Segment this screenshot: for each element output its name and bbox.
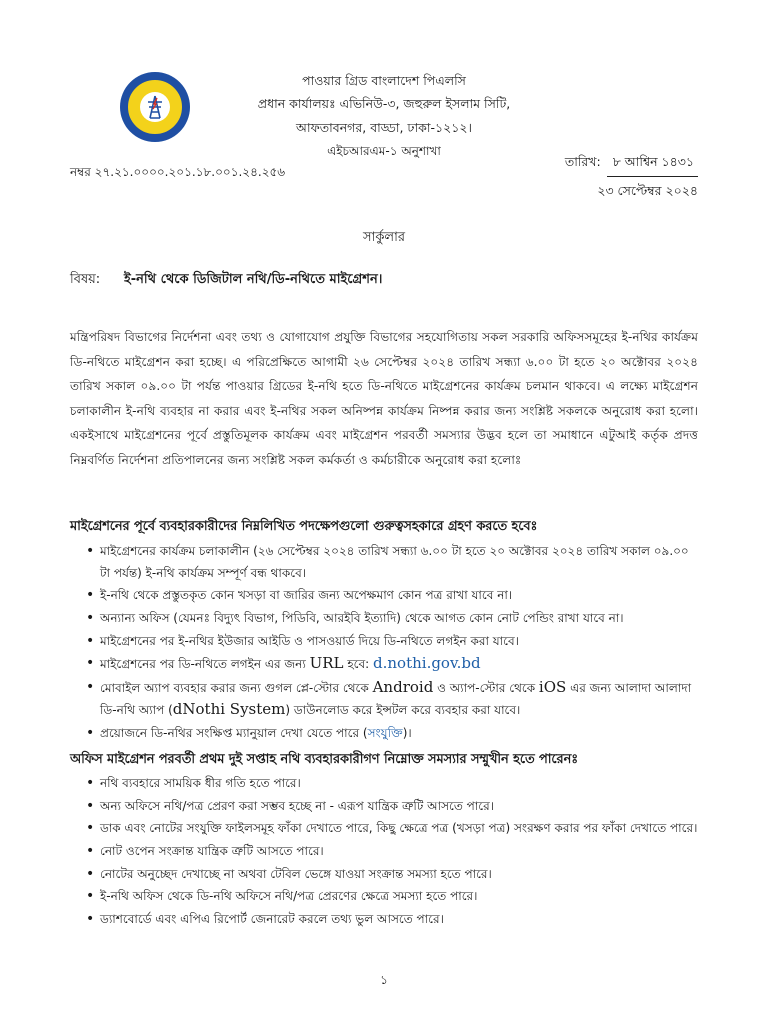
section-1-heading: মাইগ্রেশনের পূর্বে ব্যবহারকারীদের নিম্নলিখিত পদক্ষেপগুলো গুরুত্বসহকারে গ্রহণ করতে হবেঃ	[70, 519, 538, 534]
list-item: • ডাক এবং নোটের সংযুক্তি ফাইলসমূহ ফাঁকা দেখাতে পারে, কিছু ক্ষেত্রে পত্র (খসড়া পত্র) সংরক্ষণ করার পর ফাঁকা দেখাতে পারে।	[70, 818, 698, 840]
subject-label: বিষয়:	[70, 272, 101, 287]
subject-row	[70, 270, 382, 291]
list-item: • অন্যান্য অফিস (যেমনঃ বিদ্যুৎ বিভাগ, পিডিবি, আরইবি ইত্যাদি) থেকে আগত কোন নোট পেন্ডিং রাখা যাবে না।	[70, 608, 698, 630]
list-item: • নোটের অনুচ্ছেদ দেখাচ্ছে না অথবা টেবিল ভেঙ্গে যাওয়া সংক্রান্ত সমস্যা হতে পারে।	[70, 864, 698, 886]
app-item-text-2: ও অ্যাপ-স্টোর থেকে	[433, 680, 539, 695]
ios-label: iOS	[538, 677, 567, 696]
org-name: পাওয়ার গ্রিড বাংলাদেশ পিএলসি	[302, 73, 466, 88]
date-bangla: ৮ আশ্বিন ১৪৩১	[607, 154, 698, 177]
section-2-heading: অফিস মাইগ্রেশন পরবর্তী প্রথম দুই সপ্তাহ নথি ব্যবহারকারীগণ নিম্নোক্ত সমস্যার সম্মুখীন হতে পারেনঃ	[70, 752, 579, 767]
section-1-list	[70, 541, 698, 746]
list-item-manual	[70, 723, 698, 745]
address-line-1: প্রধান কার্যালয়ঃ এভিনিউ-৩, জহুরুল ইসলাম সিটি,	[257, 96, 511, 111]
manual-item-prefix: প্রয়োজনে ডি-নথির সংক্ষিপ্ত ম্যানুয়াল দেখা যেতে পারে (	[100, 726, 368, 741]
date-label: তারিখ:	[564, 154, 601, 169]
list-item: • মাইগ্রেশনের পর ই-নথির ইউজার আইডি ও পাসওয়ার্ড দিয়ে ডি-নথিতে লগইন করা যাবে।	[70, 631, 698, 653]
app-name: dNothi System	[172, 700, 286, 719]
app-item-text-3: এর জন্য আলাদা আলাদা ডি-নথি অ্যাপ (	[100, 680, 692, 718]
list-item-app	[70, 677, 698, 722]
date-bangla-row	[565, 154, 698, 177]
app-item-text-1: মোবাইল অ্যাপ ব্যবহার করার জন্য গুগল প্লে-স্টোর থেকে	[100, 680, 373, 695]
manual-item-suffix: )।	[402, 726, 412, 741]
page-number: ১	[380, 973, 388, 987]
address-line-2: আফতাবনগর, বাড্ডা, ঢাকা-১২১২।	[296, 120, 472, 135]
android-label: Android	[372, 677, 434, 696]
list-item: • ড্যাশবোর্ডে এবং এপিএ রিপোর্ট জেনারেট করলে তথ্য ভুল আসতে পারে।	[70, 909, 698, 931]
list-item: • নোট ওপেন সংক্রান্ত যান্ত্রিক ত্রুটি আসতে পারে।	[70, 841, 698, 863]
url-item-prefix: মাইগ্রেশনের পর ডি-নথিতে লগইন এর জন্য	[100, 657, 310, 672]
list-item-url	[70, 653, 698, 676]
memo-number: নম্বর ২৭.২১.০০০০.২০১.১৮.০০১.২৪.২৫৬	[70, 165, 286, 179]
section-2-list	[70, 773, 698, 932]
app-item-text-4: ) ডাউনলোড করে ইন্সটল করে ব্যবহার করা যাবে।	[285, 703, 521, 718]
list-item: • ই-নথি থেকে প্রস্তুতকৃত কোন খসড়া বা জারির জন্য অপেক্ষমাণ কোন পত্র রাখা যাবে না।	[70, 585, 698, 607]
date-english: ২৩ সেপ্টেম্বর ২০২৪	[597, 183, 698, 198]
dnothi-url-link[interactable]: d.nothi.gov.bd	[373, 654, 481, 673]
subject-text: ই-নথি থেকে ডিজিটাল নথি/ডি-নথিতে মাইগ্রেশন।	[124, 272, 383, 287]
department-name: এইচআরএম-১ অনুশাখা	[327, 144, 441, 158]
list-item: • ই-নথি অফিস থেকে ডি-নথি অফিসে নথি/পত্র প্রেরণের ক্ষেত্রে সমস্যা হতে পারে।	[70, 886, 698, 908]
intro-paragraph: মন্ত্রিপরিষদ বিভাগের নির্দেশনা এবং তথ্য ও যোগাযোগ প্রযুক্তি বিভাগের সহযোগিতায় সকল সরকারি অফিসসমূহের ই-নথির কার্যক্রম ডি-নথিতে মাইগ্রেশন করা হচ্ছে। এ পরিপ্রেক্ষিতে আগামী ২৬ সেপ্টেম্বর ২০২৪ তারিখ সন্ধ্যা ৬.০০ টা হতে ২০ অক্টোবর ২০২৪ তারিখ সকাল ০৯.০০ টা পর্যন্ত পাওয়ার গ্রিডের ই-নথি হতে ডি-নথিতে মাইগ্রেশনের কার্যক্রম চলমান থাকবে। এ লক্ষ্যে মাইগ্রেশন চলাকালীন ই-নথি ব্যবহার না করার এবং ই-নথির সকল অনিষ্পন্ন কার্যক্রম নিষ্পন্ন করার জন্য সংশ্লিষ্ট সকলকে অনুরোধ করা হলো। একইসাথে মাইগ্রেশনের পূর্বে প্রস্তুতিমূলক কার্যক্রম এবং মাইগ্রেশন পরবর্তী সমস্যার উদ্ভব হলে তা সমাধানে এটুআই কর্তৃক প্রদত্ত নিম্নবর্ণিত নির্দেশনা প্রতিপালনের জন্য সংশ্লিষ্ট সকল কর্মকর্তা ও কর্মচারীকে অনুরোধ করা হলোঃ	[70, 330, 699, 467]
attachment-link[interactable]: সংযুক্তি	[367, 726, 403, 741]
document-title: সার্কুলার	[362, 230, 406, 245]
url-item-mid: হবে:	[343, 657, 374, 672]
list-item: • নথি ব্যবহারে সাময়িক ধীর গতি হতে পারে।	[70, 773, 698, 795]
list-item: • মাইগ্রেশনের কার্যক্রম চলাকালীন (২৬ সেপ্টেম্বর ২০২৪ তারিখ সন্ধ্যা ৬.০০ টা হতে ২০ অক্টোবর ২০২৪ তারিখ সকাল ০৯.০০ টা পর্যন্ত) ই-নথি কার্যক্রম সম্পূর্ণ বন্ধ থাকবে।	[70, 541, 698, 584]
list-item: • অন্য অফিসে নথি/পত্র প্রেরণ করা সম্ভব হচ্ছে না - এরূপ যান্ত্রিক ত্রুটি আসতে পারে।	[70, 796, 698, 818]
url-word: URL	[309, 654, 344, 673]
